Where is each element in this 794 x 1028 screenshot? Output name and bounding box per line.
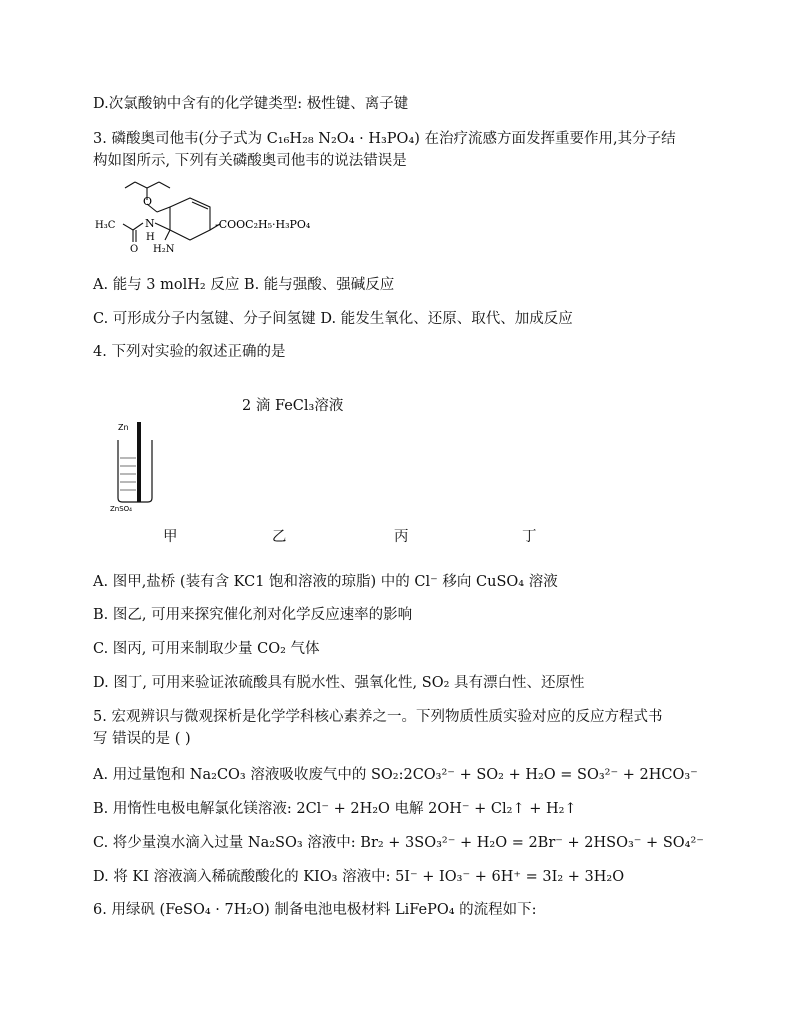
question-5-option-c: C. 将少量溴水滴入过量 Na₂SO₃ 溶液中: Br₂ + 3SO₃²⁻ + H₂O = 2Br⁻ + 2HSO₃⁻ + SO₄²⁻ (93, 835, 704, 851)
question-6-stem: 6. 用绿矾 (FeSO₄ · 7H₂O) 制备电池电极材料 LiFePO₄ 的流程如下: (93, 902, 537, 918)
figure-label-yi: 乙 (272, 529, 287, 545)
question-3-stem-b: 构如图所示, 下列有关磷酸奥司他韦的说法错误是 (93, 153, 407, 169)
question-3-stem-a: 3. 磷酸奥司他韦(分子式为 C₁₆H₂₈ N₂O₄ · H₃PO₄) 在治疗流感方面发挥重要作用,其分子结 (93, 131, 676, 147)
question-4-option-d: D. 图丁, 可用来验证浓硫酸具有脱水性、强氧化性, SO₂ 具有漂白性、还原性 (93, 675, 585, 691)
figure-label-jia: 甲 (163, 529, 178, 545)
question-4-option-a: A. 图甲,盐桥 (装有含 KC1 饱和溶液的琼脂) 中的 Cl⁻ 移向 CuSO₄ 溶液 (93, 574, 558, 590)
question-3-options-cd: C. 可形成分子内氢键、分子间氢键 D. 能发生氧化、还原、取代、加成反应 (93, 311, 573, 327)
question-5-stem-b: 写 错误的是 ( ) (93, 731, 191, 747)
carbonyl-oxygen-label: O (130, 244, 139, 255)
question-5-option-a: A. 用过量饱和 Na₂CO₃ 溶液吸收废气中的 SO₂:2CO₃²⁻ + SO₂ + H₂O = SO₃²⁻ + 2HCO₃⁻ (93, 767, 698, 783)
question-4-stem: 4. 下列对实验的叙述正确的是 (93, 344, 286, 360)
amino-label: H₂N (153, 244, 175, 255)
question-4-option-b: B. 图乙, 可用来探究催化剂对化学反应速率的影响 (93, 607, 413, 623)
oxygen-label: O (143, 195, 153, 208)
question-4-option-c: C. 图丙, 可用来制取少量 CO₂ 气体 (93, 641, 320, 657)
drop-fecl3-label: 2 滴 FeCl₃溶液 (242, 398, 344, 414)
methyl-label: H₃C (95, 220, 116, 231)
figure-label-ding: 丁 (522, 529, 537, 545)
question-5-stem-a: 5. 宏观辨识与微观探析是化学学科核心素养之一。下列物质性质实验对应的反应方程式书 (93, 709, 663, 725)
znso4-label: ZnSO₄ (110, 505, 132, 513)
question-5-option-d: D. 将 KI 溶液滴入稀硫酸酸化的 KIO₃ 溶液中: 5I⁻ + IO₃⁻ + 6H⁺ = 3I₂ + 3H₂O (93, 869, 625, 885)
galvanic-cell-sketch (108, 418, 163, 513)
hydrogen-label: H (146, 232, 155, 243)
text-line-d-bond-type: D.次氯酸钠中含有的化学键类型: 极性键、离子键 (93, 96, 409, 112)
oseltamivir-structure (95, 180, 335, 265)
question-5-option-b: B. 用惰性电极电解氯化镁溶液: 2Cl⁻ + 2H₂O 电解 2OH⁻ + Cl₂↑ + H₂↑ (93, 801, 577, 817)
zn-label: Zn (118, 423, 129, 432)
question-3-options-ab: A. 能与 3 molH₂ 反应 B. 能与强酸、强碱反应 (93, 277, 395, 293)
ester-label: -COOC₂H₅·H₃PO₄ (215, 218, 311, 231)
nitrogen-label: N (145, 217, 155, 230)
figure-label-bing: 丙 (394, 529, 409, 545)
